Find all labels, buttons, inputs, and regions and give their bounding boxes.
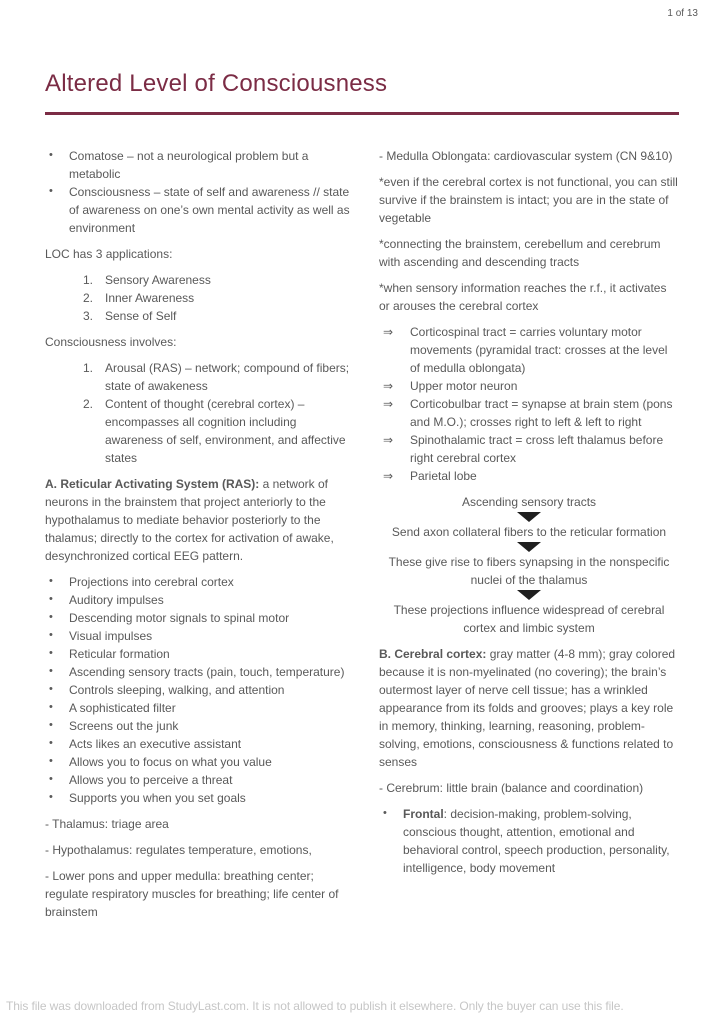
bullet-icon: • xyxy=(49,593,53,605)
bullet-icon: • xyxy=(383,807,387,819)
num-list-item xyxy=(83,271,357,289)
list-item-text: Allows you to focus on what you value xyxy=(69,755,272,769)
arrow-list-item xyxy=(379,431,679,467)
list-item-text: Arousal (RAS) – network; compound of fibers; state of awakeness xyxy=(105,361,350,393)
bullet-icon: • xyxy=(49,773,53,785)
item-number: 2. xyxy=(83,397,94,411)
watermark-footer: This file was downloaded from StudyLast.com. It is not allowed to publish it elsewhere. Only the buyer can use this file. xyxy=(6,999,624,1013)
lead-paragraph: A. Reticular Activating System (RAS): a network of neurons in the brainstem that project anteriorly to the hypothalamus to mediate behavior posteriorly to the thalamus; directly to the cortex for activation of awake, desynchronized cortical EEG pattern. xyxy=(45,477,334,563)
bullet-list-item xyxy=(45,771,357,789)
down-triangle-icon xyxy=(517,542,541,552)
list-item-text: Inner Awareness xyxy=(105,291,195,305)
flow-step: These give rise to fibers synapsing in the nonspecific nuclei of the thalamus xyxy=(388,555,670,587)
list-item-text: Comatose – not a neurological problem but a metabolic xyxy=(69,149,309,181)
down-triangle-icon xyxy=(517,512,541,522)
bullet-list-item xyxy=(45,681,357,699)
paragraph: - Medulla Oblongata: cardiovascular system (CN 9&10) xyxy=(379,149,673,163)
bullet-list xyxy=(45,573,357,807)
bullet-icon: • xyxy=(49,791,53,803)
item-number: 2. xyxy=(83,291,94,305)
left-column xyxy=(45,147,357,929)
num-list-item xyxy=(83,289,357,307)
bullet-list-item xyxy=(45,645,357,663)
bullet-list-item xyxy=(45,591,357,609)
paragraph: *connecting the brainstem, cerebellum and cerebrum with ascending and descending tracts xyxy=(379,237,661,269)
bullet-list-item xyxy=(45,573,357,591)
bullet-icon: • xyxy=(49,701,53,713)
paragraph: - Hypothalamus: regulates temperature, emotions, xyxy=(45,843,312,857)
paragraph: LOC has 3 applications: xyxy=(45,247,173,261)
bullet-icon: • xyxy=(49,149,53,161)
paragraph: - Cerebrum: little brain (balance and coordination) xyxy=(379,781,644,795)
list-item-text: Descending motor signals to spinal motor xyxy=(69,611,290,625)
list-item-text: Consciousness – state of self and awareness // state of awareness on one’s own mental activity as well as environment xyxy=(69,185,350,235)
bullet-list-item xyxy=(45,183,357,237)
list-item-text: Corticospinal tract = carries voluntary motor movements (pyramidal tract: crosses at the level of medulla oblongata) xyxy=(410,325,668,375)
list-item-text: Spinothalamic tract = cross left thalamus before right cerebral cortex xyxy=(410,433,664,465)
list-item-text: Sense of Self xyxy=(105,309,177,323)
bullet-icon: • xyxy=(49,575,53,587)
down-triangle-icon xyxy=(517,590,541,600)
list-item-text: Parietal lobe xyxy=(410,469,477,483)
bold-lead: Frontal xyxy=(403,807,444,821)
flow-step: Send axon collateral fibers to the reticular formation xyxy=(391,525,667,539)
arrow-list xyxy=(379,323,679,485)
bullet-list xyxy=(45,147,357,237)
arrow-list-item xyxy=(379,323,679,377)
page-number: 1 of 13 xyxy=(667,8,698,19)
double-arrow-icon: ⇒ xyxy=(383,433,394,447)
paragraph: *even if the cerebral cortex is not functional, you can still survive if the brainstem is intact; you are in the state of vegetable xyxy=(379,175,678,225)
paragraph: Consciousness involves: xyxy=(45,335,177,349)
double-arrow-icon: ⇒ xyxy=(383,325,394,339)
bold-lead: B. Cerebral cortex: xyxy=(379,647,487,661)
bullet-icon: • xyxy=(49,647,53,659)
flow-step: Ascending sensory tracts xyxy=(461,495,597,509)
num-list-item xyxy=(83,359,357,395)
double-arrow-icon: ⇒ xyxy=(383,397,394,411)
bullet-icon: • xyxy=(49,737,53,749)
list-item-text: Upper motor neuron xyxy=(410,379,518,393)
item-number: 1. xyxy=(83,273,94,287)
bullet-list-item xyxy=(45,627,357,645)
bullet-list-item xyxy=(379,805,679,877)
arrow-list-item xyxy=(379,467,679,485)
flow-diagram xyxy=(379,493,679,637)
list-item-text: Ascending sensory tracts (pain, touch, temperature) xyxy=(69,665,345,679)
title-divider xyxy=(45,112,679,115)
bullet-icon: • xyxy=(49,611,53,623)
num-list-item xyxy=(83,395,357,467)
bullet-list-item xyxy=(45,699,357,717)
lead-paragraph: B. Cerebral cortex: gray matter (4-8 mm); gray colored because it is non-myelinated (no covering); the brain’s outermost layer of nerve cell tissue; has a wrinkled appearance from its folds and grooves; plays a key role in memory, thinking, learning, reasoning, problem-solving, emotions, consciousness & functions related to senses xyxy=(379,647,676,769)
num-list-item xyxy=(83,307,357,325)
list-item-text: Auditory impulses xyxy=(69,593,164,607)
paragraph: - Lower pons and upper medulla: breathing center; regulate respiratory muscles for breathing; life center of brainstem xyxy=(45,869,339,919)
arrow-list-item xyxy=(379,377,679,395)
list-item-text: Supports you when you set goals xyxy=(69,791,246,805)
list-item-text: Content of thought (cerebral cortex) – encompasses all cognition including awareness of self, environment, and affective states xyxy=(105,397,346,465)
flow-step: These projections influence widespread of cerebral cortex and limbic system xyxy=(393,603,665,635)
bullet-list-item xyxy=(45,789,357,807)
paragraph: *when sensory information reaches the r.f., it activates or arouses the cerebral cortex xyxy=(379,281,667,313)
list-item-text: Projections into cerebral cortex xyxy=(69,575,234,589)
bullet-list-item xyxy=(45,753,357,771)
list-item-text: Corticobulbar tract = synapse at brain stem (pons and M.O.); crosses right to left & left to right xyxy=(410,397,673,429)
bullet-list-item xyxy=(45,609,357,627)
bullet-list-item xyxy=(45,663,357,681)
numbered-list xyxy=(45,359,357,467)
arrow-list-item xyxy=(379,395,679,431)
numbered-list xyxy=(45,271,357,325)
list-item-text: Screens out the junk xyxy=(69,719,179,733)
double-arrow-icon: ⇒ xyxy=(383,379,394,393)
list-item-text: Reticular formation xyxy=(69,647,170,661)
paragraph: - Thalamus: triage area xyxy=(45,817,169,831)
bullet-icon: • xyxy=(49,629,53,641)
bullet-icon: • xyxy=(49,185,53,197)
bullet-list-item xyxy=(45,147,357,183)
list-item-text: A sophisticated filter xyxy=(69,701,176,715)
bullet-icon: • xyxy=(49,665,53,677)
list-item-text: Visual impulses xyxy=(69,629,153,643)
bullet-list xyxy=(379,805,679,877)
item-number: 1. xyxy=(83,361,94,375)
bullet-icon: • xyxy=(49,683,53,695)
list-item-text: Controls sleeping, walking, and attention xyxy=(69,683,285,697)
page-title: Altered Level of Consciousness xyxy=(45,70,388,97)
bullet-icon: • xyxy=(49,719,53,731)
list-item-text: Frontal: decision-making, problem-solving, conscious thought, attention, emotional and behavioral control, speech production, personality, intelligence, body movement xyxy=(403,807,670,875)
bold-lead: A. Reticular Activating System (RAS): xyxy=(45,477,260,491)
item-number: 3. xyxy=(83,309,94,323)
list-item-text: Allows you to perceive a threat xyxy=(69,773,233,787)
bullet-list-item xyxy=(45,717,357,735)
two-column-body xyxy=(45,147,679,929)
bullet-icon: • xyxy=(49,755,53,767)
double-arrow-icon: ⇒ xyxy=(383,469,394,483)
bullet-list-item xyxy=(45,735,357,753)
list-item-text: Acts likes an executive assistant xyxy=(69,737,242,751)
list-item-text: Sensory Awareness xyxy=(105,273,211,287)
right-column xyxy=(379,147,679,885)
